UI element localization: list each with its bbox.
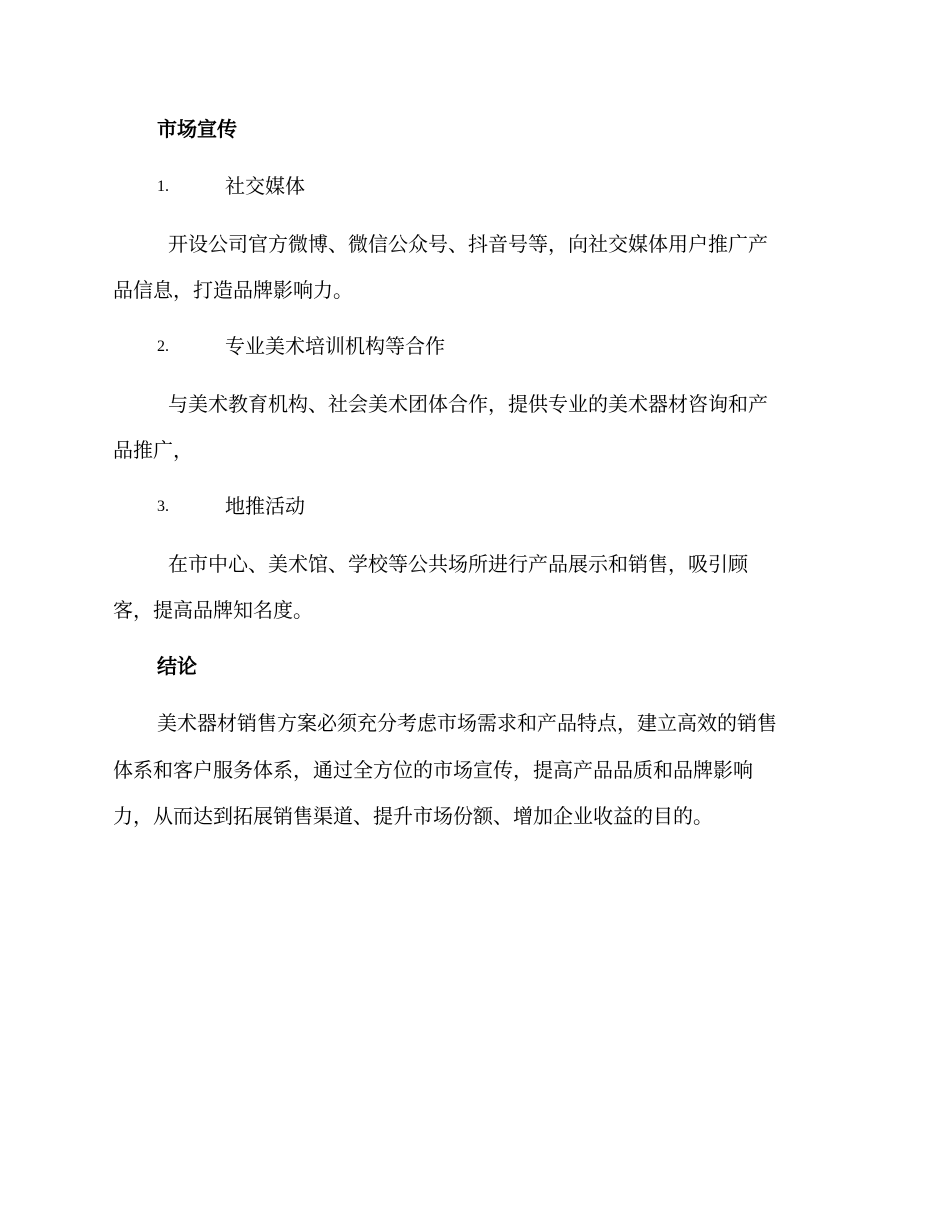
paragraph-line: 在市中心、美术馆、学校等公共场所进行产品展示和销售，吸引顾 <box>168 552 748 576</box>
list-item-title-3: 地推活动 <box>225 494 305 518</box>
list-number-3: 3. <box>157 498 169 515</box>
paragraph-line: 开设公司官方微博、微信公众号、抖音号等，向社交媒体用户推广产 <box>168 232 768 256</box>
paragraph-line: 品推广， <box>113 438 193 462</box>
list-number-1: 1. <box>157 178 169 195</box>
paragraph-line: 与美术教育机构、社会美术团体合作，提供专业的美术器材咨询和产 <box>168 392 768 416</box>
section-heading-conclusion: 结论 <box>157 654 197 678</box>
list-item-title-1: 社交媒体 <box>225 174 305 198</box>
paragraph-line: 体系和客户服务体系，通过全方位的市场宣传，提高产品品质和品牌影响 <box>113 758 753 782</box>
paragraph-line: 力，从而达到拓展销售渠道、提升市场份额、增加企业收益的目的。 <box>113 804 713 828</box>
list-number-2: 2. <box>157 338 169 355</box>
list-item-title-2: 专业美术培训机构等合作 <box>225 334 445 358</box>
paragraph-line: 品信息，打造品牌影响力。 <box>113 278 353 302</box>
paragraph-line: 客，提高品牌知名度。 <box>113 598 313 622</box>
section-heading-market: 市场宣传 <box>157 117 237 141</box>
paragraph-line: 美术器材销售方案必须充分考虑市场需求和产品特点，建立高效的销售 <box>157 711 777 735</box>
